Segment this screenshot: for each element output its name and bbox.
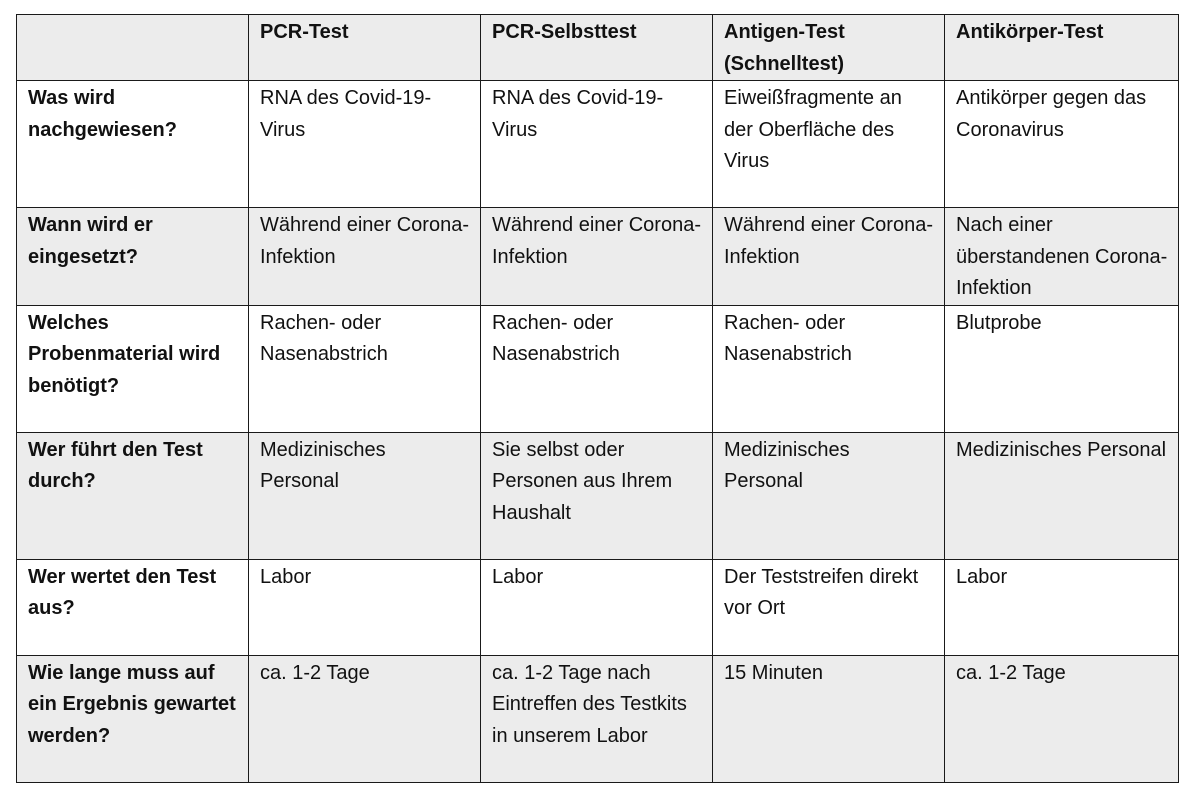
row-label: Welches Probenmaterial wird benötigt?	[17, 305, 249, 432]
comparison-table	[16, 14, 1179, 783]
table-cell: Labor	[481, 559, 713, 655]
table-cell: Rachen- oder Nasenabstrich	[249, 305, 481, 432]
table-row	[17, 559, 1179, 655]
table-cell: Während einer Corona-Infektion	[713, 208, 945, 306]
table-cell: Medizinisches Personal	[945, 432, 1179, 559]
table-cell: ca. 1-2 Tage	[945, 655, 1179, 782]
table-cell: RNA des Covid-19-Virus	[481, 81, 713, 208]
header-pcr-selbsttest: PCR-Selbsttest	[481, 15, 713, 81]
table-cell: Rachen- oder Nasenabstrich	[713, 305, 945, 432]
row-label: Was wird nachgewiesen?	[17, 81, 249, 208]
table-cell: ca. 1-2 Tage	[249, 655, 481, 782]
header-corner-cell	[17, 15, 249, 81]
table-cell: Während einer Corona-Infektion	[481, 208, 713, 306]
row-label: Wann wird er eingesetzt?	[17, 208, 249, 306]
header-antigen-test: Antigen-Test (Schnelltest)	[713, 15, 945, 81]
table-row	[17, 432, 1179, 559]
table-cell: Labor	[945, 559, 1179, 655]
table-cell: Antikörper gegen das Coronavirus	[945, 81, 1179, 208]
table-cell: Während einer Corona-Infektion	[249, 208, 481, 306]
table-cell: ca. 1-2 Tage nach Eintreffen des Testkits in unserem Labor	[481, 655, 713, 782]
table-row	[17, 81, 1179, 208]
header-pcr-test: PCR-Test	[249, 15, 481, 81]
header-row	[17, 15, 1179, 81]
table-cell: Medizinisches Personal	[249, 432, 481, 559]
table-cell: 15 Minuten	[713, 655, 945, 782]
table-cell: RNA des Covid-19-Virus	[249, 81, 481, 208]
row-label: Wie lange muss auf ein Ergebnis gewartet werden?	[17, 655, 249, 782]
table-cell: Blutprobe	[945, 305, 1179, 432]
table-cell: Rachen- oder Nasenabstrich	[481, 305, 713, 432]
table-row	[17, 305, 1179, 432]
table-cell: Nach einer überstandenen Corona-Infektion	[945, 208, 1179, 306]
row-label: Wer führt den Test durch?	[17, 432, 249, 559]
table-cell: Labor	[249, 559, 481, 655]
table-row	[17, 208, 1179, 306]
table-cell: Sie selbst oder Personen aus Ihrem Haushalt	[481, 432, 713, 559]
table-cell: Medizinisches Personal	[713, 432, 945, 559]
table-cell: Der Teststreifen direkt vor Ort	[713, 559, 945, 655]
header-antikoerper-test: Antikörper-Test	[945, 15, 1179, 81]
table-cell: Eiweißfragmente an der Oberfläche des Virus	[713, 81, 945, 208]
row-label: Wer wertet den Test aus?	[17, 559, 249, 655]
table-row	[17, 655, 1179, 782]
